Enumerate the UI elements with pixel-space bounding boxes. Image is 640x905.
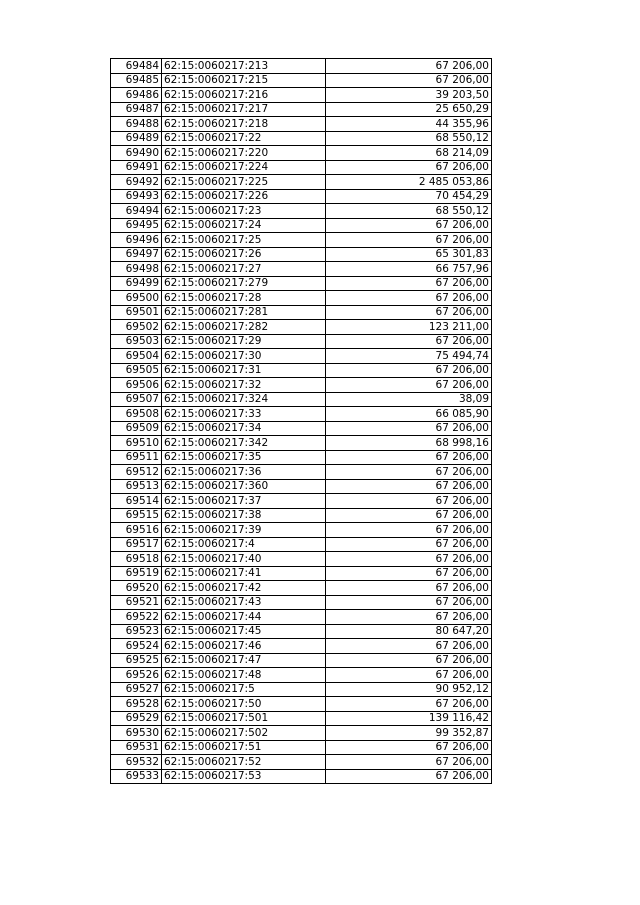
cadastral-number-cell: 62:15:0060217:52 <box>162 755 326 770</box>
row-number-cell: 69491 <box>111 160 162 175</box>
cadastral-number-cell: 62:15:0060217:38 <box>162 508 326 523</box>
row-number-cell: 69513 <box>111 479 162 494</box>
table-row <box>111 175 492 190</box>
table-row <box>111 479 492 494</box>
cadastral-value-cell: 67 206,00 <box>326 610 492 625</box>
cadastral-value-cell: 65 301,83 <box>326 247 492 262</box>
cadastral-number-cell: 62:15:0060217:29 <box>162 334 326 349</box>
cadastral-value-cell: 2 485 053,86 <box>326 175 492 190</box>
row-number-cell: 69532 <box>111 755 162 770</box>
cadastral-value-cell: 99 352,87 <box>326 726 492 741</box>
cadastral-number-cell: 62:15:0060217:46 <box>162 639 326 654</box>
cadastral-value-cell: 68 550,12 <box>326 131 492 146</box>
cadastral-number-cell: 62:15:0060217:35 <box>162 450 326 465</box>
cadastral-value-cell: 67 206,00 <box>326 421 492 436</box>
cadastral-number-cell: 62:15:0060217:215 <box>162 73 326 88</box>
table-row <box>111 407 492 422</box>
table-row <box>111 624 492 639</box>
cadastral-number-cell: 62:15:0060217:25 <box>162 233 326 248</box>
table-row <box>111 421 492 436</box>
table-body <box>111 59 492 784</box>
row-number-cell: 69494 <box>111 204 162 219</box>
cadastral-number-cell: 62:15:0060217:23 <box>162 204 326 219</box>
cadastral-value-cell: 67 206,00 <box>326 305 492 320</box>
table-row <box>111 131 492 146</box>
table-row <box>111 697 492 712</box>
cadastral-number-cell: 62:15:0060217:47 <box>162 653 326 668</box>
cadastral-number-cell: 62:15:0060217:45 <box>162 624 326 639</box>
table-row <box>111 363 492 378</box>
row-number-cell: 69522 <box>111 610 162 625</box>
cadastral-value-table <box>110 58 492 784</box>
row-number-cell: 69521 <box>111 595 162 610</box>
cadastral-number-cell: 62:15:0060217:50 <box>162 697 326 712</box>
cadastral-value-cell: 70 454,29 <box>326 189 492 204</box>
cadastral-number-cell: 62:15:0060217:51 <box>162 740 326 755</box>
row-number-cell: 69509 <box>111 421 162 436</box>
cadastral-value-cell: 67 206,00 <box>326 581 492 596</box>
cadastral-number-cell: 62:15:0060217:213 <box>162 59 326 74</box>
cadastral-number-cell: 62:15:0060217:5 <box>162 682 326 697</box>
row-number-cell: 69512 <box>111 465 162 480</box>
table-row <box>111 494 492 509</box>
cadastral-number-cell: 62:15:0060217:43 <box>162 595 326 610</box>
table-row <box>111 450 492 465</box>
cadastral-value-cell: 67 206,00 <box>326 668 492 683</box>
cadastral-number-cell: 62:15:0060217:31 <box>162 363 326 378</box>
cadastral-value-cell: 67 206,00 <box>326 363 492 378</box>
cadastral-value-cell: 67 206,00 <box>326 334 492 349</box>
table-row <box>111 610 492 625</box>
cadastral-value-cell: 67 206,00 <box>326 566 492 581</box>
table-row <box>111 378 492 393</box>
cadastral-value-cell: 67 206,00 <box>326 291 492 306</box>
row-number-cell: 69495 <box>111 218 162 233</box>
cadastral-value-cell: 67 206,00 <box>326 450 492 465</box>
cadastral-value-cell: 67 206,00 <box>326 73 492 88</box>
table-row <box>111 537 492 552</box>
cadastral-value-cell: 67 206,00 <box>326 740 492 755</box>
row-number-cell: 69516 <box>111 523 162 538</box>
cadastral-number-cell: 62:15:0060217:28 <box>162 291 326 306</box>
cadastral-value-cell: 67 206,00 <box>326 769 492 784</box>
cadastral-value-cell: 75 494,74 <box>326 349 492 364</box>
row-number-cell: 69528 <box>111 697 162 712</box>
cadastral-number-cell: 62:15:0060217:220 <box>162 146 326 161</box>
table-row <box>111 262 492 277</box>
cadastral-value-cell: 25 650,29 <box>326 102 492 117</box>
row-number-cell: 69505 <box>111 363 162 378</box>
row-number-cell: 69508 <box>111 407 162 422</box>
row-number-cell: 69525 <box>111 653 162 668</box>
cadastral-number-cell: 62:15:0060217:360 <box>162 479 326 494</box>
cadastral-value-cell: 66 085,90 <box>326 407 492 422</box>
row-number-cell: 69504 <box>111 349 162 364</box>
cadastral-value-cell: 67 206,00 <box>326 160 492 175</box>
cadastral-value-cell: 67 206,00 <box>326 479 492 494</box>
table-row <box>111 204 492 219</box>
cadastral-number-cell: 62:15:0060217:33 <box>162 407 326 422</box>
table-row <box>111 740 492 755</box>
row-number-cell: 69527 <box>111 682 162 697</box>
cadastral-number-cell: 62:15:0060217:224 <box>162 160 326 175</box>
table-row <box>111 276 492 291</box>
row-number-cell: 69520 <box>111 581 162 596</box>
table-row <box>111 711 492 726</box>
table-row <box>111 523 492 538</box>
row-number-cell: 69515 <box>111 508 162 523</box>
row-number-cell: 69511 <box>111 450 162 465</box>
cadastral-value-cell: 67 206,00 <box>326 755 492 770</box>
cadastral-number-cell: 62:15:0060217:39 <box>162 523 326 538</box>
cadastral-value-cell: 67 206,00 <box>326 465 492 480</box>
row-number-cell: 69489 <box>111 131 162 146</box>
row-number-cell: 69492 <box>111 175 162 190</box>
cadastral-value-cell: 67 206,00 <box>326 523 492 538</box>
cadastral-value-cell: 38,09 <box>326 392 492 407</box>
row-number-cell: 69493 <box>111 189 162 204</box>
table-row <box>111 247 492 262</box>
cadastral-value-cell: 67 206,00 <box>326 233 492 248</box>
table-row <box>111 218 492 233</box>
row-number-cell: 69517 <box>111 537 162 552</box>
row-number-cell: 69500 <box>111 291 162 306</box>
row-number-cell: 69503 <box>111 334 162 349</box>
cadastral-number-cell: 62:15:0060217:218 <box>162 117 326 132</box>
row-number-cell: 69510 <box>111 436 162 451</box>
row-number-cell: 69501 <box>111 305 162 320</box>
cadastral-number-cell: 62:15:0060217:26 <box>162 247 326 262</box>
cadastral-value-cell: 67 206,00 <box>326 639 492 654</box>
cadastral-number-cell: 62:15:0060217:281 <box>162 305 326 320</box>
row-number-cell: 69529 <box>111 711 162 726</box>
cadastral-number-cell: 62:15:0060217:217 <box>162 102 326 117</box>
row-number-cell: 69484 <box>111 59 162 74</box>
table-row <box>111 639 492 654</box>
table-row <box>111 552 492 567</box>
table-row <box>111 436 492 451</box>
cadastral-number-cell: 62:15:0060217:36 <box>162 465 326 480</box>
row-number-cell: 69499 <box>111 276 162 291</box>
cadastral-value-cell: 44 355,96 <box>326 117 492 132</box>
cadastral-value-cell: 67 206,00 <box>326 218 492 233</box>
cadastral-number-cell: 62:15:0060217:41 <box>162 566 326 581</box>
cadastral-number-cell: 62:15:0060217:48 <box>162 668 326 683</box>
row-number-cell: 69487 <box>111 102 162 117</box>
table-row <box>111 291 492 306</box>
cadastral-number-cell: 62:15:0060217:4 <box>162 537 326 552</box>
table-row <box>111 392 492 407</box>
table-row <box>111 726 492 741</box>
cadastral-value-cell: 67 206,00 <box>326 59 492 74</box>
cadastral-value-cell: 67 206,00 <box>326 508 492 523</box>
row-number-cell: 69506 <box>111 378 162 393</box>
cadastral-value-cell: 67 206,00 <box>326 276 492 291</box>
cadastral-number-cell: 62:15:0060217:30 <box>162 349 326 364</box>
cadastral-value-cell: 67 206,00 <box>326 494 492 509</box>
cadastral-number-cell: 62:15:0060217:324 <box>162 392 326 407</box>
row-number-cell: 69526 <box>111 668 162 683</box>
cadastral-value-cell: 39 203,50 <box>326 88 492 103</box>
cadastral-value-cell: 67 206,00 <box>326 595 492 610</box>
table-row <box>111 88 492 103</box>
row-number-cell: 69497 <box>111 247 162 262</box>
cadastral-number-cell: 62:15:0060217:27 <box>162 262 326 277</box>
cadastral-value-cell: 68 550,12 <box>326 204 492 219</box>
row-number-cell: 69486 <box>111 88 162 103</box>
cadastral-number-cell: 62:15:0060217:502 <box>162 726 326 741</box>
cadastral-value-cell: 68 214,09 <box>326 146 492 161</box>
cadastral-value-cell: 139 116,42 <box>326 711 492 726</box>
cadastral-value-cell: 67 206,00 <box>326 697 492 712</box>
row-number-cell: 69488 <box>111 117 162 132</box>
row-number-cell: 69523 <box>111 624 162 639</box>
table-row <box>111 59 492 74</box>
row-number-cell: 69524 <box>111 639 162 654</box>
row-number-cell: 69507 <box>111 392 162 407</box>
cadastral-value-cell: 66 757,96 <box>326 262 492 277</box>
cadastral-value-cell: 67 206,00 <box>326 552 492 567</box>
table-row <box>111 595 492 610</box>
cadastral-number-cell: 62:15:0060217:225 <box>162 175 326 190</box>
cadastral-value-cell: 67 206,00 <box>326 653 492 668</box>
table-row <box>111 653 492 668</box>
table-row <box>111 566 492 581</box>
cadastral-number-cell: 62:15:0060217:226 <box>162 189 326 204</box>
cadastral-value-cell: 90 952,12 <box>326 682 492 697</box>
row-number-cell: 69490 <box>111 146 162 161</box>
cadastral-value-cell: 67 206,00 <box>326 378 492 393</box>
table-row <box>111 305 492 320</box>
cadastral-number-cell: 62:15:0060217:34 <box>162 421 326 436</box>
cadastral-number-cell: 62:15:0060217:501 <box>162 711 326 726</box>
table-row <box>111 334 492 349</box>
cadastral-value-cell: 123 211,00 <box>326 320 492 335</box>
cadastral-value-cell: 68 998,16 <box>326 436 492 451</box>
row-number-cell: 69519 <box>111 566 162 581</box>
cadastral-value-cell: 80 647,20 <box>326 624 492 639</box>
table-row <box>111 465 492 480</box>
row-number-cell: 69531 <box>111 740 162 755</box>
cadastral-number-cell: 62:15:0060217:42 <box>162 581 326 596</box>
table-row <box>111 682 492 697</box>
row-number-cell: 69533 <box>111 769 162 784</box>
row-number-cell: 69496 <box>111 233 162 248</box>
table-row <box>111 349 492 364</box>
table-row <box>111 73 492 88</box>
cadastral-number-cell: 62:15:0060217:40 <box>162 552 326 567</box>
table-row <box>111 581 492 596</box>
table-row <box>111 668 492 683</box>
table-row <box>111 189 492 204</box>
cadastral-number-cell: 62:15:0060217:24 <box>162 218 326 233</box>
table-row <box>111 146 492 161</box>
table-row <box>111 233 492 248</box>
cadastral-number-cell: 62:15:0060217:282 <box>162 320 326 335</box>
row-number-cell: 69485 <box>111 73 162 88</box>
table-row <box>111 102 492 117</box>
row-number-cell: 69518 <box>111 552 162 567</box>
row-number-cell: 69498 <box>111 262 162 277</box>
cadastral-number-cell: 62:15:0060217:279 <box>162 276 326 291</box>
cadastral-number-cell: 62:15:0060217:53 <box>162 769 326 784</box>
table-row <box>111 755 492 770</box>
cadastral-number-cell: 62:15:0060217:44 <box>162 610 326 625</box>
table-row <box>111 160 492 175</box>
table-row <box>111 117 492 132</box>
cadastral-value-cell: 67 206,00 <box>326 537 492 552</box>
cadastral-number-cell: 62:15:0060217:216 <box>162 88 326 103</box>
table-row <box>111 769 492 784</box>
cadastral-number-cell: 62:15:0060217:22 <box>162 131 326 146</box>
table-row <box>111 320 492 335</box>
cadastral-number-cell: 62:15:0060217:342 <box>162 436 326 451</box>
row-number-cell: 69502 <box>111 320 162 335</box>
row-number-cell: 69530 <box>111 726 162 741</box>
table-row <box>111 508 492 523</box>
cadastral-number-cell: 62:15:0060217:32 <box>162 378 326 393</box>
row-number-cell: 69514 <box>111 494 162 509</box>
cadastral-number-cell: 62:15:0060217:37 <box>162 494 326 509</box>
